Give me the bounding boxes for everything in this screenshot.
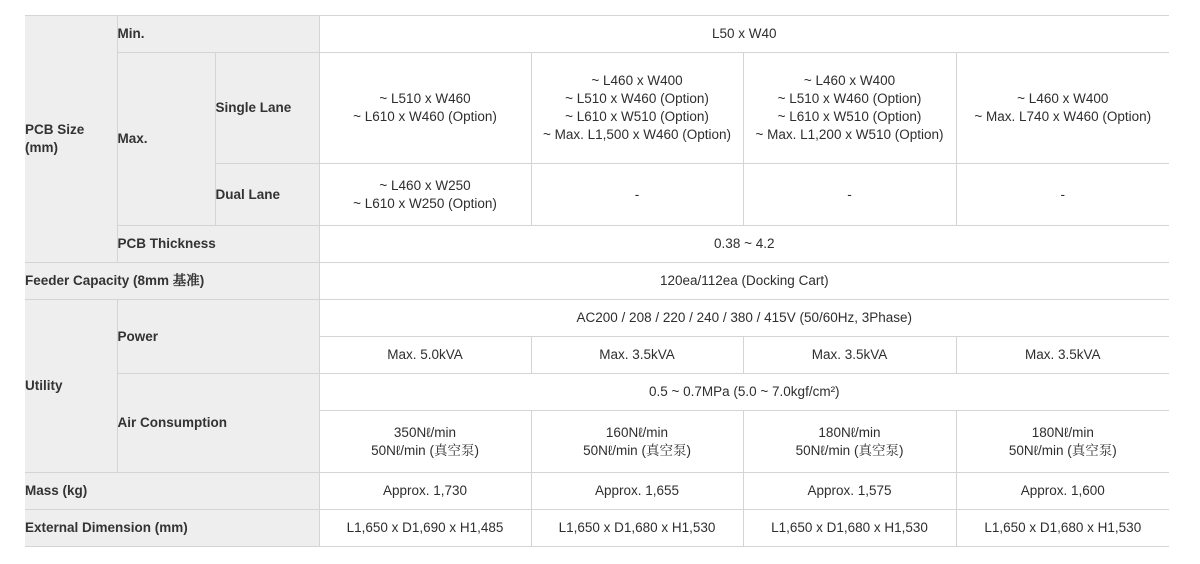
pcb-size-header: [25, 16, 117, 263]
thickness-value: 0.38 ~ 4.2: [319, 226, 1169, 263]
mass-value: Approx. 1,600: [956, 473, 1169, 510]
single-lane-value: ~ L460 x W400 ~ L510 x W460 (Option) ~ L610 x W510 (Option) ~ Max. L1,200 x W510 (Option): [743, 53, 956, 164]
mass-value: Approx. 1,575: [743, 473, 956, 510]
single-lane-value: ~ L460 x W400 ~ Max. L740 x W460 (Option): [956, 53, 1169, 164]
power-value: Max. 3.5kVA: [531, 337, 743, 374]
thickness-label: PCB Thickness: [117, 226, 319, 263]
max-label: Max.: [117, 53, 215, 226]
feeder-label: Feeder Capacity (8mm 基准): [25, 263, 319, 300]
power-value: Max. 3.5kVA: [743, 337, 956, 374]
mass-label: Mass (kg): [25, 473, 319, 510]
power-value: Max. 3.5kVA: [956, 337, 1169, 374]
dimension-value: L1,650 x D1,680 x H1,530: [956, 510, 1169, 547]
row-feeder: [25, 263, 1169, 300]
feeder-value: 120ea/112ea (Docking Cart): [319, 263, 1169, 300]
row-pcb-thickness: [25, 226, 1169, 263]
dual-lane-value: -: [743, 164, 956, 226]
air-value: 180Nℓ/min 50Nℓ/min (真空泵): [743, 411, 956, 473]
spec-table: [25, 15, 1169, 547]
air-pressure: 0.5 ~ 0.7MPa (5.0 ~ 7.0kgf/cm²): [319, 374, 1169, 411]
mass-value: Approx. 1,655: [531, 473, 743, 510]
dimension-value: L1,650 x D1,680 x H1,530: [743, 510, 956, 547]
mass-value: Approx. 1,730: [319, 473, 531, 510]
pcb-size-label: PCB Size: [25, 122, 85, 137]
min-label: Min.: [117, 16, 319, 53]
air-value: 350Nℓ/min 50Nℓ/min (真空泵): [319, 411, 531, 473]
dual-lane-value: -: [531, 164, 743, 226]
air-value: 180Nℓ/min 50Nℓ/min (真空泵): [956, 411, 1169, 473]
single-lane-label: Single Lane: [215, 53, 319, 164]
power-value: Max. 5.0kVA: [319, 337, 531, 374]
dimension-label: External Dimension (mm): [25, 510, 319, 547]
air-value: 160Nℓ/min 50Nℓ/min (真空泵): [531, 411, 743, 473]
dual-lane-label: Dual Lane: [215, 164, 319, 226]
power-voltage: AC200 / 208 / 220 / 240 / 380 / 415V (50/60Hz, 3Phase): [319, 300, 1169, 337]
row-power-voltage: [25, 300, 1169, 337]
row-air-pressure: [25, 374, 1169, 411]
row-pcb-min: [25, 16, 1169, 53]
pcb-size-unit: (mm): [25, 140, 58, 155]
row-mass: [25, 473, 1169, 510]
row-dimension: [25, 510, 1169, 547]
min-value: L50 x W40: [319, 16, 1169, 53]
dimension-value: L1,650 x D1,680 x H1,530: [531, 510, 743, 547]
single-lane-value: ~ L460 x W400 ~ L510 x W460 (Option) ~ L610 x W510 (Option) ~ Max. L1,500 x W460 (Option): [531, 53, 743, 164]
dimension-value: L1,650 x D1,690 x H1,485: [319, 510, 531, 547]
power-label: Power: [117, 300, 319, 374]
utility-label: Utility: [25, 300, 117, 473]
single-lane-value: ~ L510 x W460 ~ L610 x W460 (Option): [319, 53, 531, 164]
air-consumption-label: Air Consumption: [117, 374, 319, 473]
dual-lane-value: ~ L460 x W250 ~ L610 x W250 (Option): [319, 164, 531, 226]
dual-lane-value: -: [956, 164, 1169, 226]
row-pcb-single-lane: [25, 53, 1169, 164]
